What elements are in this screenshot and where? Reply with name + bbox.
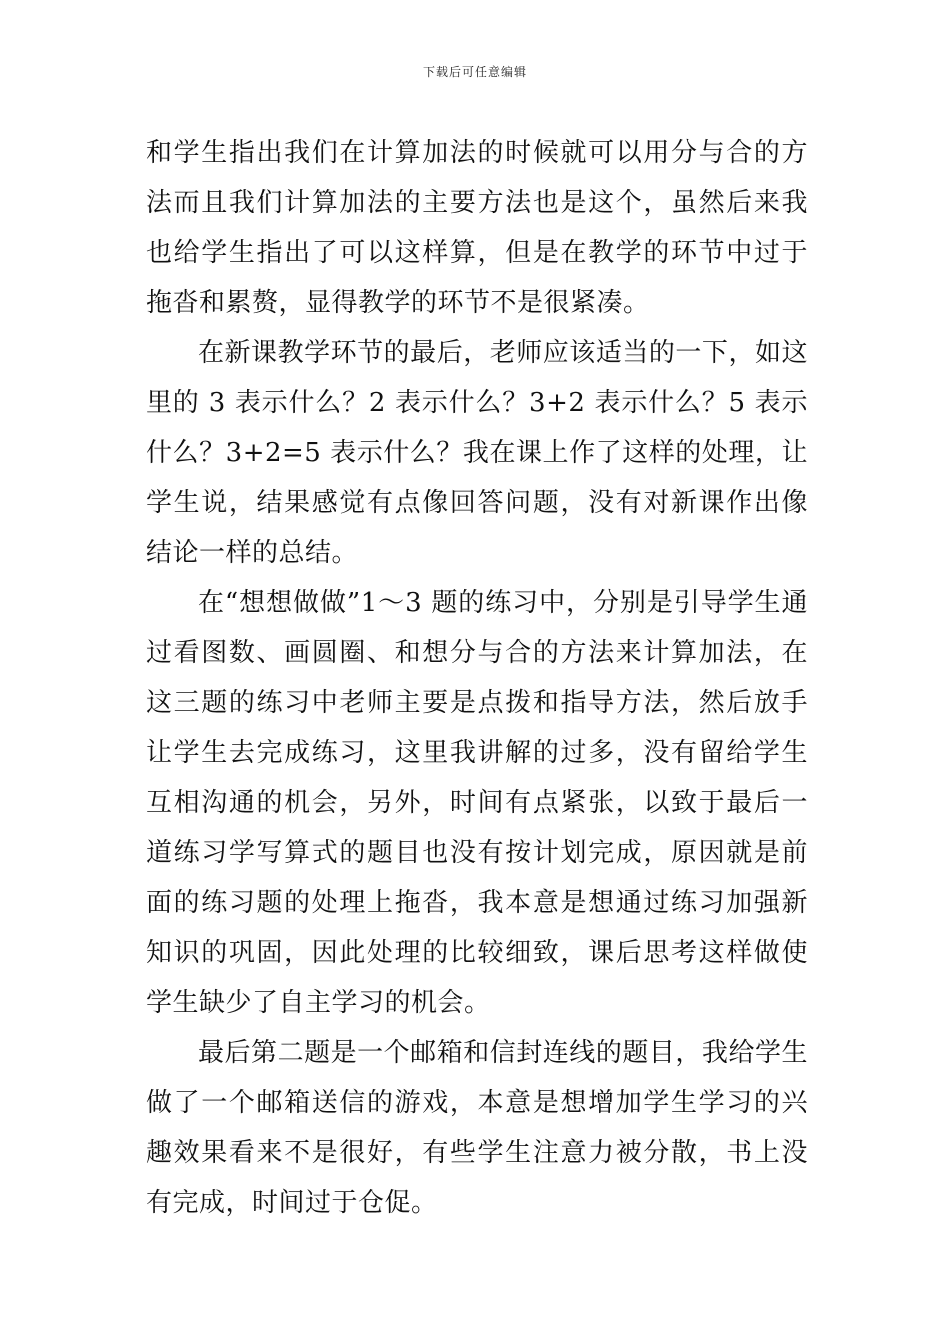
document-body bbox=[146, 128, 808, 1228]
paragraph-game-reflection: 最后第二题是一个邮箱和信封连线的题目，我给学生做了一个邮箱送信的游戏，本意是想增加学生学习的兴趣效果看来不是很好，有些学生注意力被分散，书上没有完成，时间过于仓促。 bbox=[146, 1038, 808, 1218]
paragraph-exercise-reflection: 在“想想做做”1～3 题的练习中，分别是引导学生通过看图数、画圆圈、和想分与合的方法来计算加法，在这三题的练习中老师主要是点拨和指导方法，然后放手让学生去完成练习，这里我讲解的过多，没有留给学生互相沟通的机会，另外，时间有点紧张，以致于最后一道练习学写算式的题目也没有按计划完成，原因就是前面的练习题的处理上拖沓，我本意是想通过练习加强新知识的巩固，因此处理的比较细致，课后思考这样做使学生缺少了自主学习的机会。 bbox=[146, 588, 808, 1018]
paragraph-continued: 和学生指出我们在计算加法的时候就可以用分与合的方法而且我们计算加法的主要方法也是这个，虽然后来我也给学生指出了可以这样算，但是在教学的环节中过于拖沓和累赘，显得教学的环节不是很紧凑。 bbox=[146, 138, 808, 318]
page-header: 下载后可任意编辑 bbox=[422, 65, 527, 79]
paragraph-summary-reflection: 在新课教学环节的最后，老师应该适当的一下，如这里的 3 表示什么？2 表示什么？3+2 表示什么？5 表示什么？3+2=5 表示什么？我在课上作了这样的处理，让学生说，结果感觉有点像回答问题，没有对新课作出像结论一样的总结。 bbox=[146, 338, 808, 568]
